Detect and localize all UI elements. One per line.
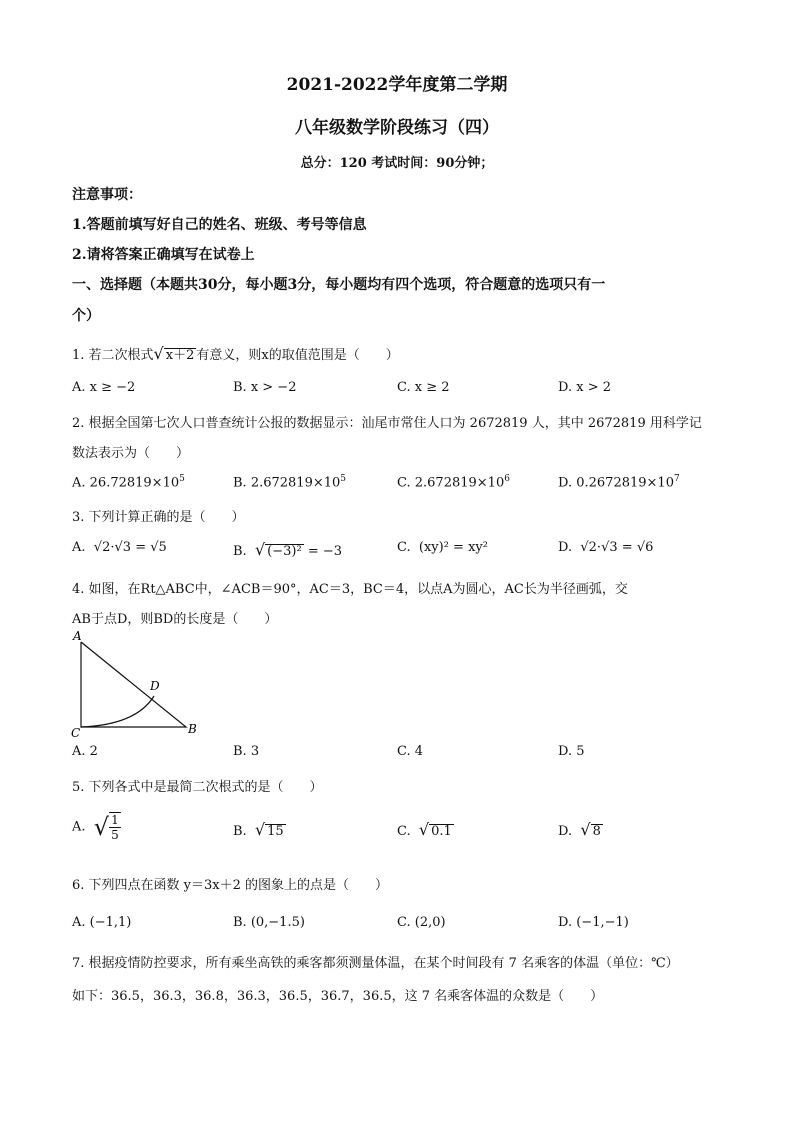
q2-option-c: C. $2.672819\times 10^6$ — [397, 474, 510, 491]
q6-option-b: B. (0,−1.5) — [233, 915, 305, 930]
q2-option-b: B. $2.672819\times 10^5$ — [233, 474, 347, 491]
question-2-stem: 2. 根据全国第七次人口普查统计公报的数据显示：汕尾市常住人口为 2672819 人，其中 2672819 用科学记 — [72, 416, 702, 431]
question-4-stem-cont: AB于点D，则BD的长度是（ ） — [72, 612, 278, 627]
q3-option-c: C. (xy)² = xy² — [397, 540, 488, 555]
q2-option-d: D. $0.2672819\times 10^7$ — [558, 474, 680, 491]
q1-option-c: C. x ≥ 2 — [397, 380, 450, 395]
q4-option-c: C. 4 — [397, 744, 424, 759]
q5-option-d: D. √ 8 — [558, 820, 601, 839]
question-7-stem-cont: 如下：36.5，36.3，36.8，36.3，36.5，36.7，36.5，这 7 名乘客体温的众数是（ ） — [72, 989, 604, 1004]
question-6-stem: 6. 下列四点在函数 y＝3x＋2 的图象上的点是（ ） — [72, 878, 389, 893]
exam-meta: 总分：120 考试时间：90分钟； — [300, 156, 494, 171]
note-item: 2.请将答案正确填写在试卷上 — [72, 247, 255, 263]
notes-heading: 注意事项： — [72, 187, 142, 203]
q6-option-a: A. (−1,1) — [72, 915, 132, 930]
q3-option-a: A. √2·√3 = √5 — [72, 540, 167, 555]
q5-option-b: B. √ 15 — [233, 820, 284, 839]
q5-option-c: C. √ 0.1 — [397, 820, 452, 839]
arc-cd — [81, 696, 154, 727]
section-heading: 一、选择题（本题共30分，每小题3分，每小题均有四个选项，符合题意的选项只有一 — [72, 277, 606, 293]
note-item: 1.答题前填写好自己的姓名、班级、考号等信息 — [72, 217, 367, 233]
question-2-stem-cont: 数法表示为（ ） — [72, 446, 190, 461]
q6-option-d: D. (−1,−1) — [558, 915, 629, 930]
question-7-stem: 7. 根据疫情防控要求，所有乘坐高铁的乘客都须测量体温，在某个时间段有 7 名乘客的体温（单位：℃） — [72, 956, 679, 971]
q1-option-d: D. x > 2 — [558, 380, 611, 395]
q1-option-b: B. x > −2 — [233, 380, 297, 395]
triangle-figure — [68, 630, 218, 740]
point-c-label: C — [71, 726, 81, 740]
question-1-stem: 1. 若二次根式√ x＋2 有意义，则x的取值范围是（ ） — [72, 344, 399, 363]
q2-option-a: A. $26.72819\times 10^5$ — [72, 474, 185, 491]
exam-subtitle: 八年级数学阶段练习（四） — [295, 118, 499, 138]
point-d-label: D — [150, 679, 160, 693]
q5-option-a: A. √ $\frac{1}{5}$ — [72, 813, 119, 842]
question-3-stem: 3. 下列计算正确的是（ ） — [72, 510, 245, 525]
q4-option-a: A. 2 — [72, 744, 98, 759]
point-a-label: A — [73, 630, 82, 643]
question-5-stem: 5. 下列各式中是最简二次根式的是（ ） — [72, 780, 323, 795]
q3-option-d: D. √2·√3 = √6 — [558, 540, 654, 555]
q4-option-b: B. 3 — [233, 744, 260, 759]
section-heading-cont: 个） — [72, 308, 100, 324]
triangle-abc — [81, 642, 186, 727]
q4-option-d: D. 5 — [558, 744, 585, 759]
question-4-stem: 4. 如图，在Rt△ABC中，∠ACB＝90°，AC＝3，BC＝4，以点A为圆心，AC长为半径画弧，交 — [72, 582, 628, 597]
q3-option-b: B. √ (−3)² = −3 — [233, 540, 343, 559]
exam-title: 2021-2022学年度第二学期 — [286, 75, 508, 95]
q1-option-a: A. x ≥ −2 — [72, 380, 136, 395]
point-b-label: B — [188, 722, 197, 736]
q6-option-c: C. (2,0) — [397, 915, 446, 930]
